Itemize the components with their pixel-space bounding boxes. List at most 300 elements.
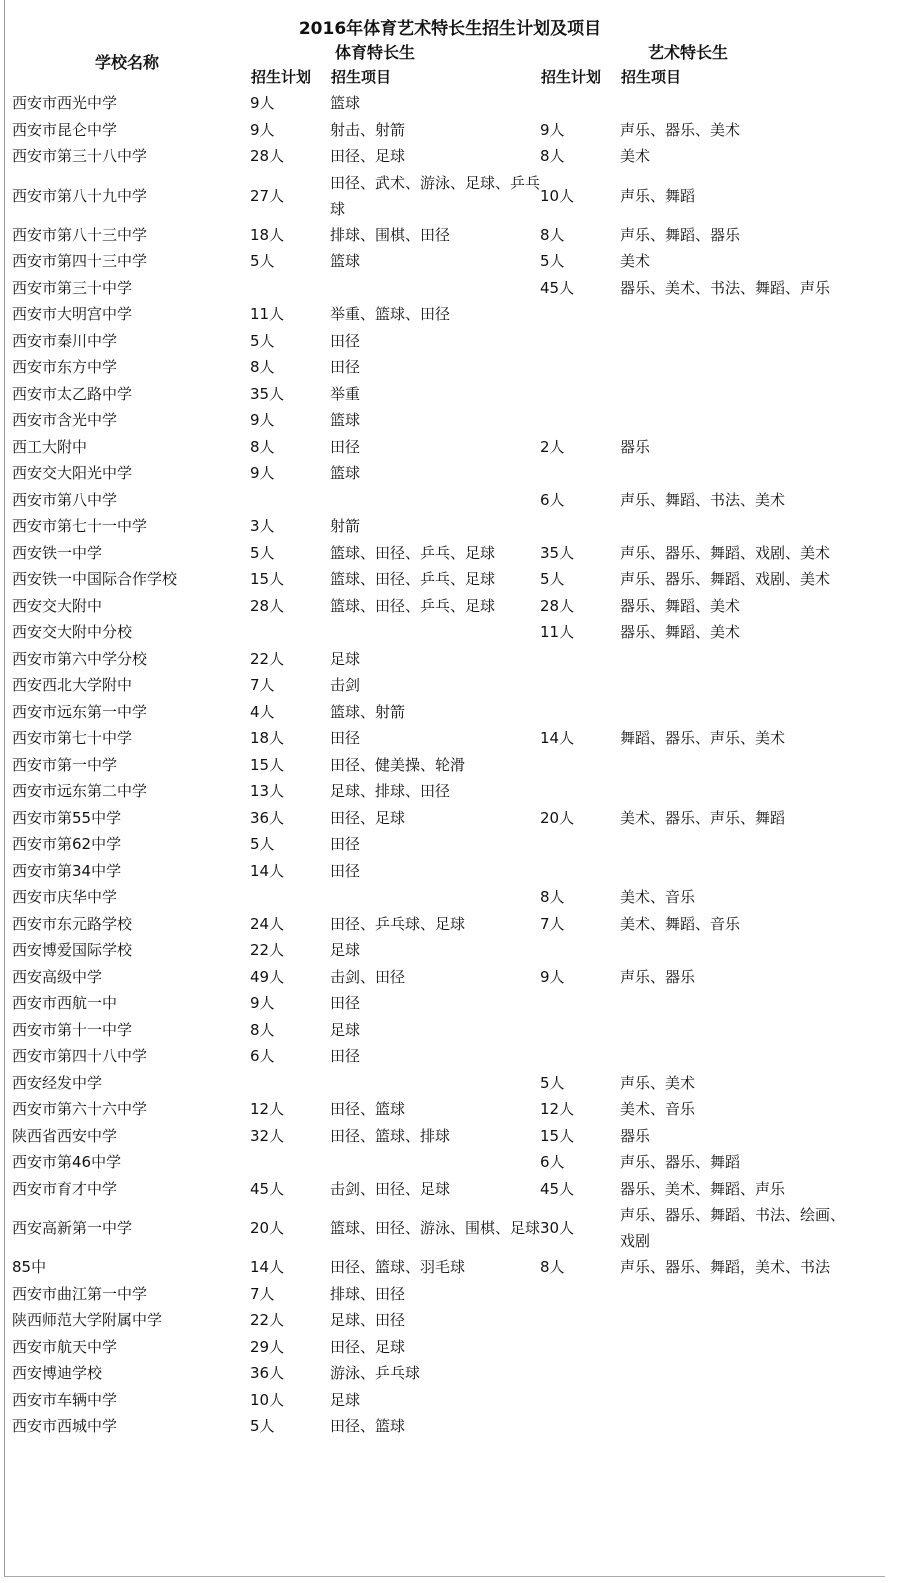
arts-items-cell: 美术 [620, 147, 651, 166]
sports-items-cell: 田径、健美操、轮滑 [330, 755, 466, 774]
school-name-cell: 西安铁一中国际合作学校 [12, 570, 178, 589]
sports-plan-cell: 8人 [250, 437, 275, 456]
table-row [12, 90, 845, 117]
arts-items-cell [620, 937, 845, 964]
arts-plan-cell: 9人 [540, 120, 565, 139]
sports-plan-cell: 12人 [250, 1100, 285, 1119]
arts-plan-cell: 15人 [540, 1126, 575, 1145]
school-name-cell: 西安市西航一中 [12, 994, 118, 1013]
table-row [12, 381, 845, 408]
sports-plan-cell [250, 619, 330, 646]
arts-plan-cell [540, 1387, 620, 1414]
arts-items-cell: 声乐、器乐、舞蹈、戏剧、美术 [620, 570, 831, 589]
arts-items-cell: 声乐、器乐、美术 [620, 120, 741, 139]
sports-items-cell: 射箭 [330, 517, 361, 536]
school-name-cell: 西安市第七十中学 [12, 729, 133, 748]
table-row [12, 672, 845, 699]
arts-plan-cell: 10人 [540, 186, 575, 205]
school-name-cell: 西安市西光中学 [12, 94, 118, 113]
sports-header: 体育特长生 [335, 43, 416, 62]
arts-items-cell: 器乐、美术、舞蹈、声乐 [620, 1179, 786, 1198]
sports-items-cell: 篮球、田径、游泳、围棋、足球 [330, 1219, 541, 1237]
sports-plan-cell: 5人 [250, 543, 275, 562]
school-name-cell: 西安市远东第二中学 [12, 782, 148, 801]
table-row [12, 1413, 845, 1440]
sports-plan-cell: 45人 [250, 1179, 285, 1198]
arts-plan-cell [540, 381, 620, 408]
sports-items-cell: 田径、篮球 [330, 1417, 406, 1436]
school-name-cell: 西安市第六中学分校 [12, 649, 148, 668]
arts-items-cell: 舞蹈、器乐、声乐、美术 [620, 729, 786, 748]
sports-items-cell [330, 487, 540, 514]
table-row [12, 752, 845, 779]
table-row [12, 1360, 845, 1387]
sports-plan-cell: 14人 [250, 1258, 285, 1277]
sports-plan-cell: 14人 [250, 861, 285, 880]
school-name-cell: 西安市第三十中学 [12, 278, 133, 297]
sports-items-cell: 足球 [330, 1020, 361, 1039]
sports-plan-cell [250, 275, 330, 302]
arts-items-cell: 声乐、器乐、舞蹈、戏剧、美术 [620, 543, 831, 562]
arts-items-cell: 美术 [620, 252, 651, 271]
arts-items-cell: 美术、舞蹈、音乐 [620, 914, 741, 933]
arts-items-cell [620, 1387, 845, 1414]
table-row [12, 170, 845, 222]
sports-items-cell: 田径 [330, 331, 361, 350]
school-name-cell: 西安市太乙路中学 [12, 384, 133, 403]
table-row [12, 725, 845, 752]
arts-plan-cell: 14人 [540, 729, 575, 748]
table-row [12, 831, 845, 858]
arts-plan-cell: 45人 [540, 278, 575, 297]
arts-plan-header: 招生计划 [541, 68, 602, 86]
arts-items-cell [620, 831, 845, 858]
table-row [12, 805, 845, 832]
arts-items-cell [620, 1281, 845, 1308]
school-name-cell: 西安市含光中学 [12, 411, 118, 430]
sports-items-cell: 足球 [330, 649, 361, 668]
table-row [12, 1176, 845, 1203]
arts-plan-cell: 30人 [540, 1219, 575, 1237]
arts-plan-cell [540, 1360, 620, 1387]
table-row [12, 1149, 845, 1176]
sports-plan-cell: 18人 [250, 729, 285, 748]
school-name-cell: 西安高级中学 [12, 967, 103, 986]
arts-plan-cell [540, 1307, 620, 1334]
arts-items-cell [620, 1360, 845, 1387]
arts-plan-cell [540, 858, 620, 885]
sports-items-cell: 足球 [330, 941, 361, 960]
arts-plan-cell [540, 328, 620, 355]
sports-plan-cell: 22人 [250, 941, 285, 960]
arts-items-cell: 声乐、美术 [620, 1073, 696, 1092]
table-row [12, 513, 845, 540]
arts-plan-cell: 8人 [540, 1258, 565, 1277]
school-name-cell: 西安博爱国际学校 [12, 941, 133, 960]
school-name-cell: 西安市第八中学 [12, 490, 118, 509]
arts-items-cell: 器乐 [620, 437, 651, 456]
sports-plan-cell: 4人 [250, 702, 275, 721]
table-row [12, 540, 845, 567]
sports-items-cell: 田径、篮球、排球 [330, 1126, 451, 1145]
arts-plan-cell [540, 1017, 620, 1044]
sports-items-cell: 排球、围棋、田径 [330, 225, 451, 244]
table-row [12, 301, 845, 328]
sports-items-cell: 田径 [330, 358, 361, 377]
sports-items-cell: 田径、足球 [330, 808, 406, 827]
school-name-cell: 西安市第34中学 [12, 861, 122, 880]
school-name-cell: 85中 [12, 1258, 47, 1277]
school-name-cell: 西安西北大学附中 [12, 676, 133, 695]
sports-plan-cell: 22人 [250, 649, 285, 668]
sports-items-cell: 篮球 [330, 252, 361, 271]
sports-items-cell: 击剑、田径、足球 [330, 1179, 451, 1198]
arts-plan-cell: 2人 [540, 437, 565, 456]
arts-plan-cell: 8人 [540, 888, 565, 907]
school-name-cell: 西安市远东第一中学 [12, 702, 148, 721]
sports-plan-cell [250, 1070, 330, 1097]
arts-plan-cell: 6人 [540, 490, 565, 509]
school-name-cell: 西安市第十一中学 [12, 1020, 133, 1039]
school-name-cell: 西安市第四十三中学 [12, 252, 148, 271]
sports-plan-cell: 9人 [250, 411, 275, 430]
arts-plan-cell: 28人 [540, 596, 575, 615]
school-name-cell: 西工大附中 [12, 437, 88, 456]
arts-plan-cell [540, 831, 620, 858]
sports-items-cell: 田径、篮球 [330, 1100, 406, 1119]
arts-items-cell [620, 1334, 845, 1361]
arts-header: 艺术特长生 [648, 43, 729, 62]
sports-plan-cell: 24人 [250, 914, 285, 933]
sports-plan-cell: 9人 [250, 994, 275, 1013]
table-row [12, 990, 845, 1017]
school-name-cell: 西安经发中学 [12, 1073, 103, 1092]
arts-items-cell: 声乐、器乐 [620, 967, 696, 986]
arts-items-cell: 美术、音乐 [620, 888, 696, 907]
sports-items-cell: 击剑、田径 [330, 967, 406, 986]
arts-plan-cell [540, 778, 620, 805]
school-name-cell: 西安市东方中学 [12, 358, 118, 377]
table-row [12, 566, 845, 593]
school-name-cell: 西安市东元路学校 [12, 914, 133, 933]
school-name-cell: 西安市秦川中学 [12, 331, 118, 350]
sports-plan-cell: 5人 [250, 835, 275, 854]
sports-plan-cell: 6人 [250, 1047, 275, 1066]
sports-items-cell: 田径 [330, 994, 361, 1013]
sports-plan-cell [250, 884, 330, 911]
arts-items-cell [620, 354, 845, 381]
sports-plan-cell: 9人 [250, 120, 275, 139]
sports-plan-cell: 49人 [250, 967, 285, 986]
sports-items-cell: 田径、篮球、羽毛球 [330, 1258, 466, 1277]
school-name-cell: 西安市第一中学 [12, 755, 118, 774]
arts-plan-cell: 5人 [540, 1073, 565, 1092]
table-row [12, 646, 845, 673]
table-row [12, 937, 845, 964]
sports-items-cell [330, 275, 540, 302]
table-row [12, 328, 845, 355]
arts-items-cell: 声乐、器乐、舞蹈 [620, 1153, 741, 1172]
sports-plan-cell: 22人 [250, 1311, 285, 1330]
table-row [12, 117, 845, 144]
sports-plan-cell: 15人 [250, 570, 285, 589]
arts-items-cell [620, 1307, 845, 1334]
sports-plan-cell: 36人 [250, 808, 285, 827]
table-row [12, 275, 845, 302]
table-row [12, 1281, 845, 1308]
sports-items-cell: 篮球、射箭 [330, 702, 406, 721]
school-name-cell: 陕西师范大学附属中学 [12, 1311, 163, 1330]
arts-items-cell: 声乐、舞蹈、书法、美术 [620, 490, 786, 509]
table-row [12, 1387, 845, 1414]
table-row [12, 248, 845, 275]
school-name-cell: 西安交大阳光中学 [12, 464, 133, 483]
sports-items-cell: 田径 [330, 729, 361, 748]
table-row [12, 1070, 845, 1097]
arts-items-cell [620, 672, 845, 699]
sports-plan-cell: 9人 [250, 464, 275, 483]
school-name-cell: 西安市第55中学 [12, 808, 122, 827]
table-row [12, 1334, 845, 1361]
sports-plan-cell: 15人 [250, 755, 285, 774]
school-name-header: 学校名称 [95, 53, 160, 72]
arts-plan-cell [540, 460, 620, 487]
table-row [12, 858, 845, 885]
table-row [12, 1202, 845, 1254]
sports-plan-cell: 32人 [250, 1126, 285, 1145]
sports-plan-cell: 10人 [250, 1390, 285, 1409]
arts-items-cell [620, 90, 845, 117]
table-row [12, 1043, 845, 1070]
school-name-cell: 西安博迪学校 [12, 1364, 103, 1383]
sports-plan-cell [250, 1149, 330, 1176]
table-row [12, 1096, 845, 1123]
arts-items-cell: 器乐、舞蹈、美术 [620, 596, 741, 615]
sports-items-cell: 篮球 [330, 94, 361, 113]
sports-items-cell [330, 1149, 540, 1176]
sports-items-cell: 篮球 [330, 411, 361, 430]
sports-items-cell: 足球、排球、田径 [330, 782, 451, 801]
arts-items-cell [620, 990, 845, 1017]
arts-items-cell [620, 1017, 845, 1044]
arts-plan-cell: 6人 [540, 1153, 565, 1172]
table-row [12, 1254, 845, 1281]
table-row [12, 487, 845, 514]
sports-items-cell: 田径 [330, 1047, 361, 1066]
arts-items-cell [620, 778, 845, 805]
arts-plan-cell: 9人 [540, 967, 565, 986]
school-name-cell: 西安市第八十三中学 [12, 225, 148, 244]
arts-plan-cell: 20人 [540, 808, 575, 827]
school-name-cell: 西安交大附中分校 [12, 623, 133, 642]
table-row [12, 1307, 845, 1334]
sports-items-cell [330, 619, 540, 646]
table-row [12, 884, 845, 911]
sports-items-cell [330, 884, 540, 911]
school-name-cell: 陕西省西安中学 [12, 1126, 118, 1145]
table-row [12, 593, 845, 620]
school-name-cell: 西安市第八十九中学 [12, 186, 148, 205]
school-name-cell: 西安市庆华中学 [12, 888, 118, 907]
arts-items-cell [620, 328, 845, 355]
enrollment-table [12, 90, 845, 1440]
sports-plan-cell: 7人 [250, 676, 275, 695]
sports-plan-cell: 5人 [250, 331, 275, 350]
arts-plan-cell [540, 752, 620, 779]
table-row [12, 143, 845, 170]
sports-items-cell: 足球 [330, 1390, 361, 1409]
table-row [12, 778, 845, 805]
sports-plan-cell: 9人 [250, 94, 275, 113]
arts-plan-cell [540, 672, 620, 699]
sports-items-cell: 足球、田径 [330, 1311, 406, 1330]
arts-plan-cell: 5人 [540, 570, 565, 589]
arts-items-cell [620, 752, 845, 779]
arts-items-cell: 声乐、器乐、舞蹈，美术、书法 [620, 1258, 831, 1277]
arts-plan-cell [540, 354, 620, 381]
sports-plan-cell: 28人 [250, 147, 285, 166]
arts-plan-cell: 8人 [540, 147, 565, 166]
table-row [12, 964, 845, 991]
table-row [12, 699, 845, 726]
arts-items-cell: 美术、音乐 [620, 1100, 696, 1119]
sports-items-cell: 篮球、田径、乒乓、足球 [330, 596, 496, 615]
arts-plan-cell [540, 90, 620, 117]
arts-items-cell [620, 699, 845, 726]
arts-items-cell: 声乐、器乐、舞蹈、书法、绘画、戏剧 [620, 1206, 846, 1250]
arts-items-cell: 美术、器乐、声乐、舞蹈 [620, 808, 786, 827]
sports-items-cell: 射击、射箭 [330, 120, 406, 139]
school-name-cell: 西安市第七十一中学 [12, 517, 148, 536]
sports-plan-header: 招生计划 [251, 68, 312, 86]
arts-plan-cell [540, 301, 620, 328]
table-row [12, 222, 845, 249]
sports-plan-cell: 5人 [250, 252, 275, 271]
sports-plan-cell: 28人 [250, 596, 285, 615]
table-row [12, 619, 845, 646]
school-name-cell: 西安高新第一中学 [12, 1219, 133, 1237]
sports-plan-cell: 5人 [250, 1417, 275, 1436]
arts-plan-cell: 45人 [540, 1179, 575, 1198]
school-name-cell: 西安市西城中学 [12, 1417, 118, 1436]
sports-items-cell: 田径、乒乓球、足球 [330, 914, 466, 933]
arts-items-cell [620, 381, 845, 408]
table-row [12, 1123, 845, 1150]
sports-items-cell: 举重、篮球、田径 [330, 305, 451, 324]
sports-plan-cell: 13人 [250, 782, 285, 801]
arts-items-cell [620, 301, 845, 328]
table-row [12, 407, 845, 434]
table-row [12, 911, 845, 938]
school-name-cell: 西安市第46中学 [12, 1153, 122, 1172]
arts-items-cell [620, 407, 845, 434]
sports-plan-cell: 3人 [250, 517, 275, 536]
arts-plan-cell [540, 407, 620, 434]
sports-plan-cell: 11人 [250, 305, 285, 324]
sports-plan-cell: 8人 [250, 1020, 275, 1039]
sports-plan-cell [250, 487, 330, 514]
arts-plan-cell [540, 1413, 620, 1440]
arts-plan-cell: 12人 [540, 1100, 575, 1119]
arts-plan-cell [540, 1281, 620, 1308]
arts-items-cell [620, 460, 845, 487]
arts-items-cell: 声乐、舞蹈、器乐 [620, 225, 741, 244]
arts-items-cell: 器乐 [620, 1126, 651, 1145]
arts-items-cell [620, 513, 845, 540]
enrollment-table-body [12, 90, 845, 1440]
sports-plan-cell: 36人 [250, 1364, 285, 1383]
table-row [12, 1017, 845, 1044]
school-name-cell: 西安市第六十六中学 [12, 1100, 148, 1119]
sports-items-header: 招生项目 [331, 68, 392, 86]
school-name-cell: 西安铁一中学 [12, 543, 103, 562]
sports-items-cell: 田径、足球 [330, 147, 406, 166]
arts-plan-cell: 35人 [540, 543, 575, 562]
sports-items-cell: 篮球、田径、乒乓、足球 [330, 570, 496, 589]
school-name-cell: 西安市第三十八中学 [12, 147, 148, 166]
school-name-cell: 西安市第62中学 [12, 835, 122, 854]
arts-plan-cell [540, 1334, 620, 1361]
arts-plan-cell: 11人 [540, 623, 575, 642]
arts-plan-cell [540, 513, 620, 540]
school-name-cell: 西安市昆仑中学 [12, 120, 118, 139]
school-name-cell: 西安交大附中 [12, 596, 103, 615]
sports-items-cell [330, 1070, 540, 1097]
sports-items-cell: 击剑 [330, 676, 361, 695]
sports-items-cell: 篮球、田径、乒乓、足球 [330, 543, 496, 562]
school-name-cell: 西安市曲江第一中学 [12, 1284, 148, 1303]
school-name-cell: 西安市第四十八中学 [12, 1047, 148, 1066]
sports-plan-cell: 29人 [250, 1337, 285, 1356]
school-name-cell: 西安市航天中学 [12, 1337, 118, 1356]
arts-plan-cell: 8人 [540, 225, 565, 244]
arts-items-cell [620, 1043, 845, 1070]
sports-items-cell: 游泳、乒乓球 [330, 1364, 421, 1383]
sports-items-cell: 田径、武术、游泳、足球、乒乓球 [330, 173, 541, 218]
table-row [12, 434, 845, 461]
arts-plan-cell [540, 646, 620, 673]
arts-items-cell [620, 1413, 845, 1440]
arts-items-cell [620, 646, 845, 673]
arts-items-header: 招生项目 [621, 68, 682, 86]
page-title: 2016年体育艺术特长生招生计划及项目 [298, 19, 602, 39]
sports-items-cell: 排球、田径 [330, 1284, 406, 1303]
sports-items-cell: 田径 [330, 861, 361, 880]
table-row [12, 460, 845, 487]
arts-items-cell [620, 858, 845, 885]
sports-plan-cell: 20人 [250, 1219, 285, 1237]
arts-plan-cell: 7人 [540, 914, 565, 933]
arts-items-cell: 声乐、舞蹈 [620, 186, 696, 205]
table-row [12, 354, 845, 381]
sports-plan-cell: 18人 [250, 225, 285, 244]
school-name-cell: 西安市车辆中学 [12, 1390, 118, 1409]
arts-plan-cell [540, 990, 620, 1017]
sports-items-cell: 田径 [330, 835, 361, 854]
school-name-cell: 西安市育才中学 [12, 1179, 118, 1198]
school-name-cell: 西安市大明宫中学 [12, 305, 133, 324]
sports-items-cell: 田径 [330, 437, 361, 456]
sports-plan-cell: 8人 [250, 358, 275, 377]
arts-plan-cell [540, 699, 620, 726]
arts-plan-cell [540, 1043, 620, 1070]
sports-plan-cell: 27人 [250, 186, 285, 205]
sports-plan-cell: 35人 [250, 384, 285, 403]
sports-items-cell: 举重 [330, 384, 361, 403]
arts-items-cell: 器乐、美术、书法、舞蹈、声乐 [620, 278, 831, 297]
sports-plan-cell: 7人 [250, 1284, 275, 1303]
arts-plan-cell [540, 937, 620, 964]
